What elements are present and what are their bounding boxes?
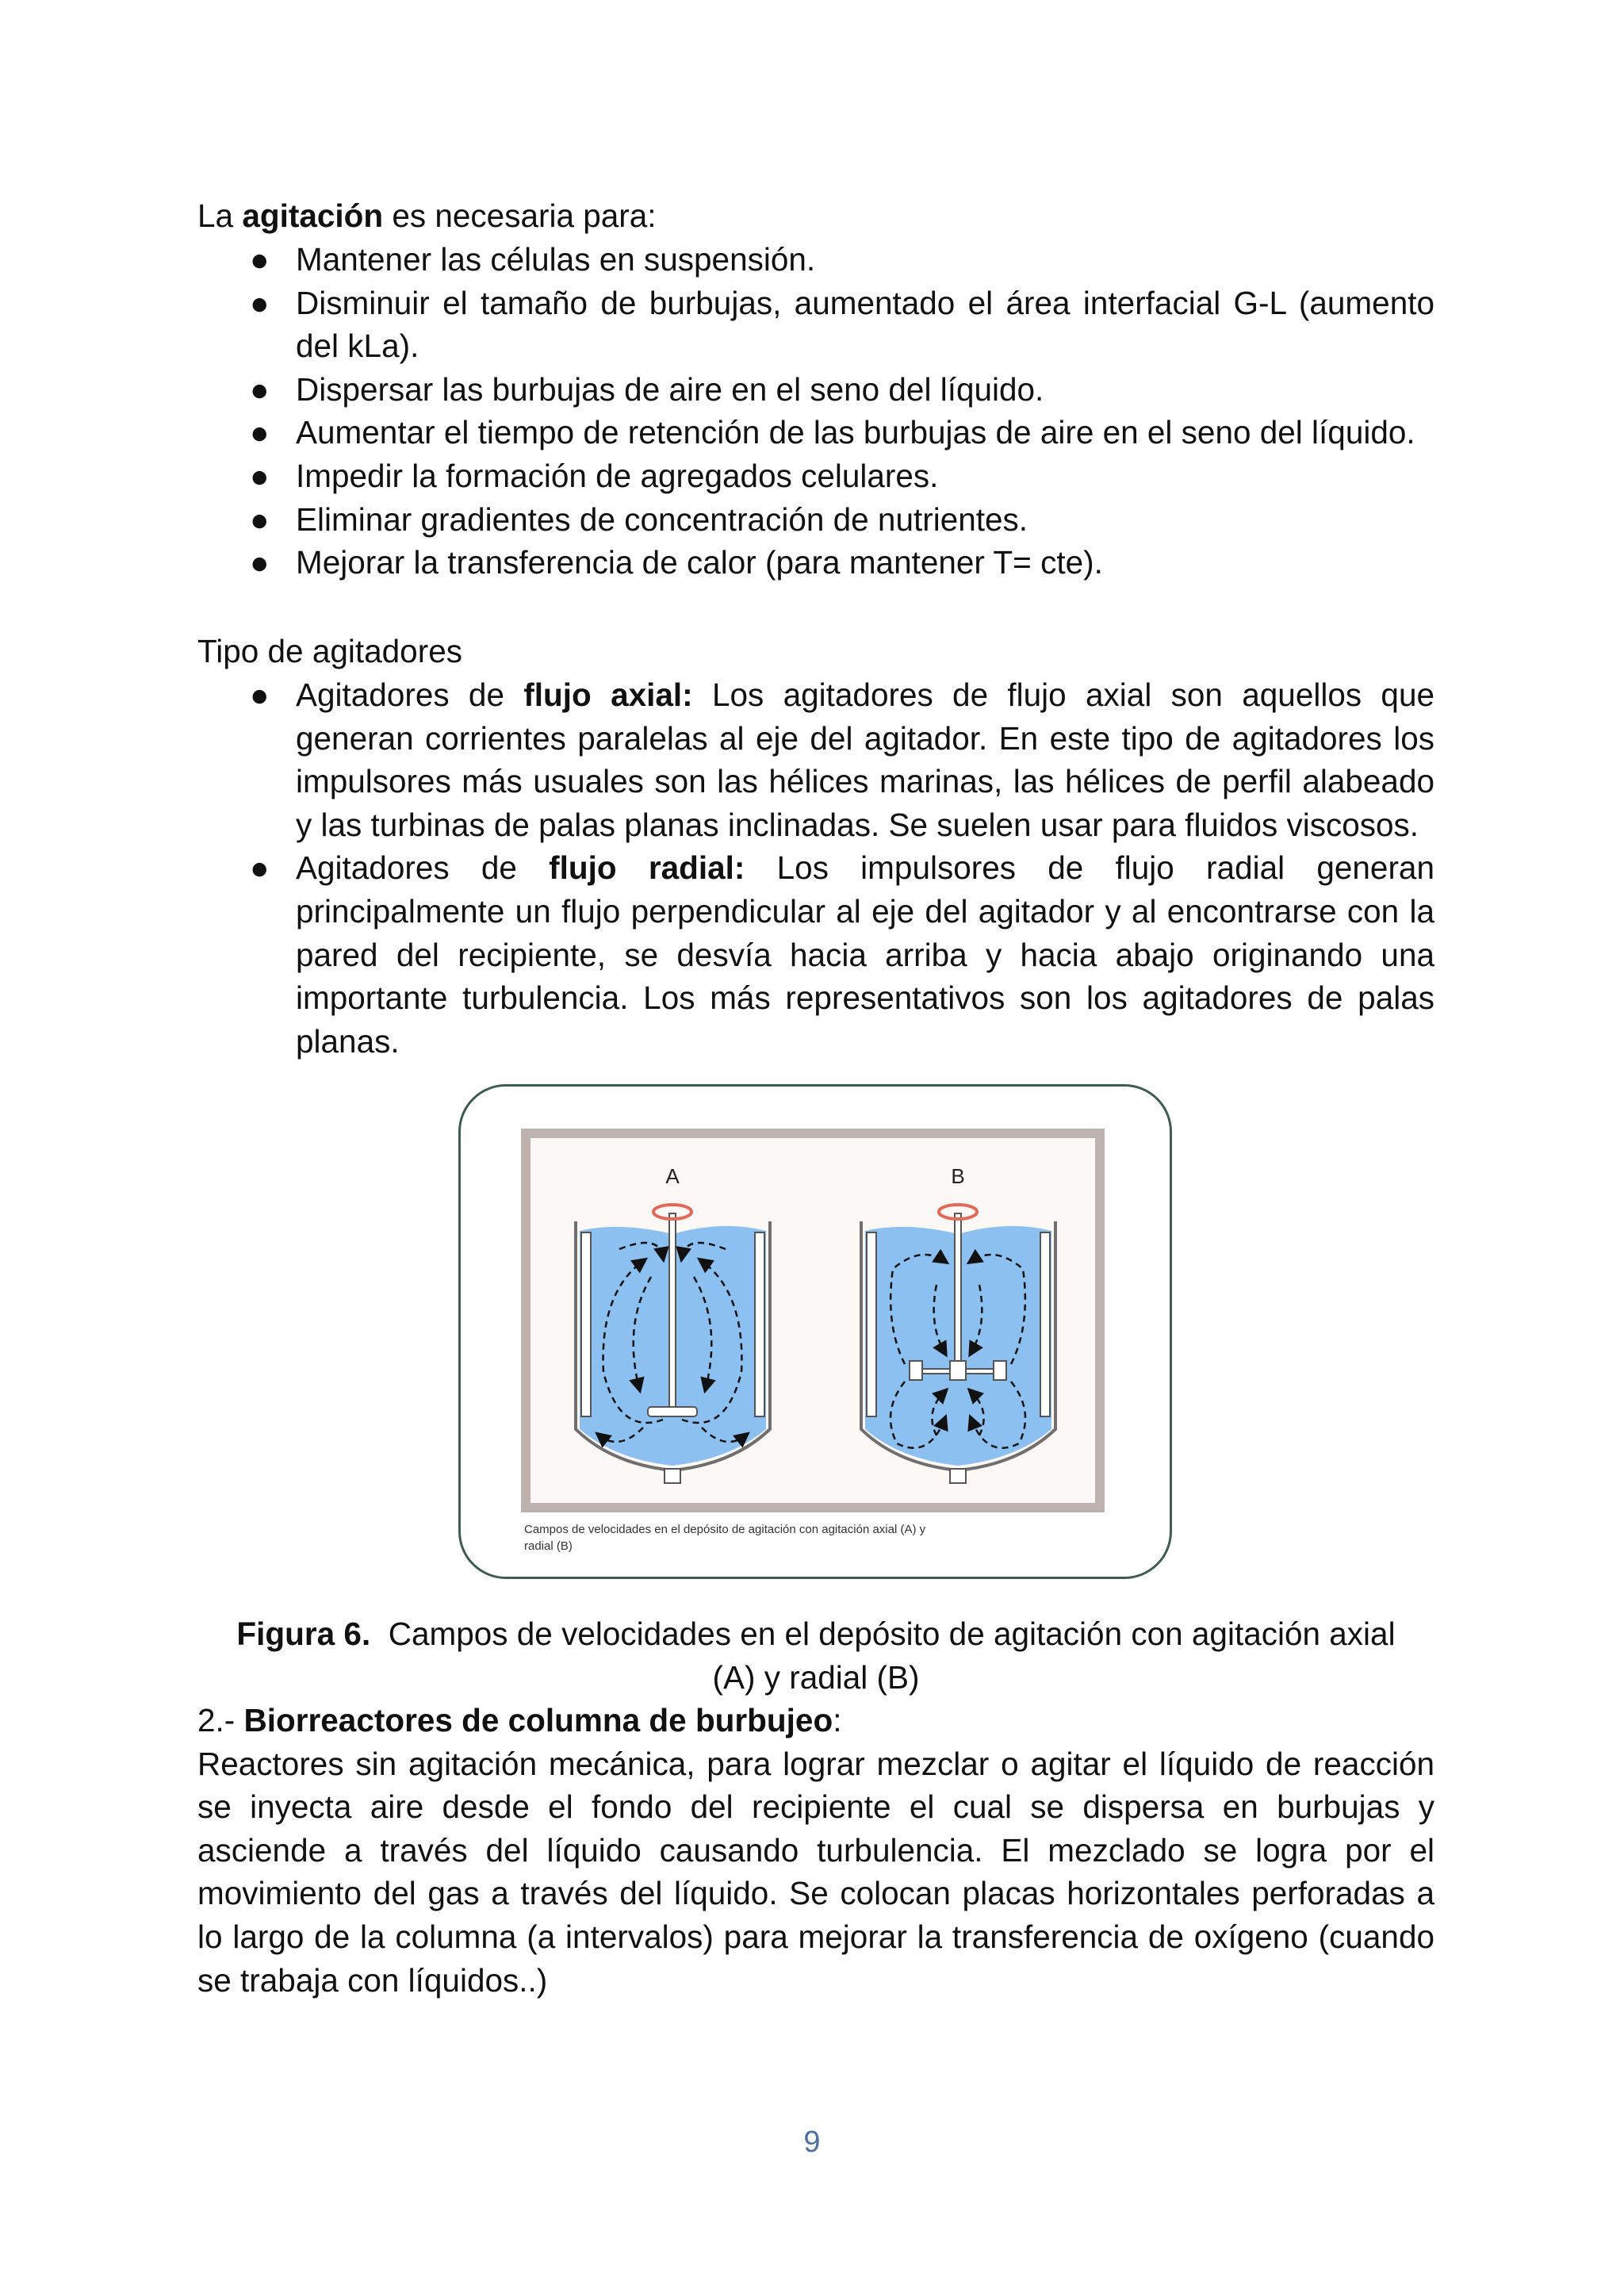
bullet-icon: ●	[250, 284, 270, 321]
tank-b-blade-left	[910, 1361, 922, 1380]
bullet-icon: ●	[250, 241, 270, 278]
tank-b-baffle-left	[867, 1232, 876, 1416]
list-item	[197, 238, 1434, 282]
list-item-text: Mantener las células en suspensión.	[296, 241, 816, 278]
list-item	[197, 282, 1434, 368]
list-item	[197, 541, 1434, 585]
tank-a-shaft	[669, 1213, 676, 1412]
section-title: Biorreactores de columna de burbujeo	[243, 1702, 833, 1738]
intro-bold-term: agitación	[242, 197, 384, 234]
section-number: 2.-	[197, 1702, 244, 1738]
list-item-radial	[197, 846, 1434, 1063]
list-item-text: Eliminar gradientes de concentración de nutrientes.	[296, 500, 1028, 538]
bullet-icon: ●	[250, 370, 270, 408]
bullet-icon: ●	[250, 457, 270, 494]
tank-a-impeller	[648, 1407, 697, 1416]
figure-caption	[197, 1612, 1434, 1699]
figure-caption-line1	[197, 1612, 1434, 1656]
radial-bold-term: flujo radial:	[549, 849, 745, 887]
figure-caption-label: Figura 6.	[236, 1616, 371, 1652]
section-colon: :	[833, 1702, 842, 1738]
list-item-axial	[197, 673, 1434, 846]
figure-caption-text: Campos de velocidades en el depósito de agitación con agitación axial	[370, 1616, 1396, 1652]
agitation-intro	[197, 194, 1434, 238]
figure-frame	[458, 1084, 1172, 1579]
bullet-icon: ●	[250, 544, 270, 581]
figure-inner-caption-line1: Campos de velocidades en el depósito de agitación con agitación axial (A) y	[524, 1523, 926, 1536]
tank-b-hub	[950, 1361, 966, 1380]
list-item-text: Aumentar el tiempo de retención de las burbujas de aire en el seno del líquido.	[296, 414, 1415, 451]
list-item	[197, 411, 1434, 454]
axial-prefix: Agitadores de	[296, 677, 524, 713]
section-bubble-column	[197, 1699, 1434, 2002]
list-item	[197, 454, 1434, 498]
figure-caption-line2: (A) y radial (B)	[712, 1658, 920, 1696]
tank-a-baffle-right	[755, 1232, 764, 1416]
tank-a-label: A	[665, 1164, 680, 1188]
list-item-text: Disminuir el tamaño de burbujas, aumentado el área interfacial G-L (aumento del kLa).	[296, 284, 1434, 365]
agitator-types-list	[197, 673, 1434, 1063]
list-item	[197, 368, 1434, 412]
bullet-icon: ●	[250, 849, 270, 887]
tank-diagram	[461, 1087, 1170, 1577]
section-heading	[197, 1699, 1434, 1742]
tank-b-shaft	[955, 1213, 961, 1372]
list-item-text: Impedir la formación de agregados celulares.	[296, 457, 939, 494]
page-number: 9	[803, 2125, 821, 2159]
intro-prefix: La	[197, 197, 243, 234]
bullet-icon: ●	[250, 414, 270, 451]
tank-b-outlet	[950, 1469, 966, 1483]
agitation-reasons-list	[197, 238, 1434, 585]
tank-a-outlet	[665, 1469, 680, 1483]
tank-b-baffle-right	[1040, 1232, 1050, 1416]
list-item	[197, 498, 1434, 542]
tank-a-baffle-left	[581, 1232, 591, 1416]
agitator-types-heading: Tipo de agitadores	[197, 633, 462, 669]
bullet-icon: ●	[250, 677, 270, 713]
radial-prefix: Agitadores de	[296, 849, 550, 887]
tank-b-blade-right	[994, 1361, 1006, 1380]
figure-inner-caption-line2: radial (B)	[524, 1539, 573, 1553]
list-item-text: Dispersar las burbujas de aire en el seno del líquido.	[296, 370, 1044, 408]
radial-description: Los impulsores de flujo radial generan principalmente un flujo perpendicular al eje del agitador y al encontrarse con la pared del recipiente, se desvía hacia arriba y hacia abajo originando una importante turbulencia. Los más representativos son los agitadores de palas planas.	[296, 849, 1434, 1060]
axial-description: Los agitadores de flujo axial son aquellos que generan corrientes paralelas al eje del agitador. En este tipo de agitadores los impulsores más usuales son las hélices marinas, las hélices de perfil alabeado y las turbinas de palas planas inclinadas. Se suelen usar para fluidos viscosos.	[296, 677, 1434, 843]
list-item-text: Mejorar la transferencia de calor (para mantener T= cte).	[296, 544, 1103, 581]
bullet-icon: ●	[250, 500, 270, 538]
section-body: Reactores sin agitación mecánica, para lograr mezclar o agitar el líquido de reacción se inyecta aire desde el fondo del recipiente el cual se dispersa en burbujas y asciende a través del líquido causando turbulencia. El mezclado se logra por el movimiento del gas a través del líquido. Se colocan placas horizontales perforadas a lo largo de la columna (a intervalos) para mejorar la transferencia de oxígeno (cuando se trabaja con líquidos..)	[197, 1745, 1434, 1999]
axial-bold-term: flujo axial:	[523, 677, 693, 713]
tank-b-label: B	[951, 1164, 965, 1188]
intro-suffix: es necesaria para:	[383, 197, 657, 234]
